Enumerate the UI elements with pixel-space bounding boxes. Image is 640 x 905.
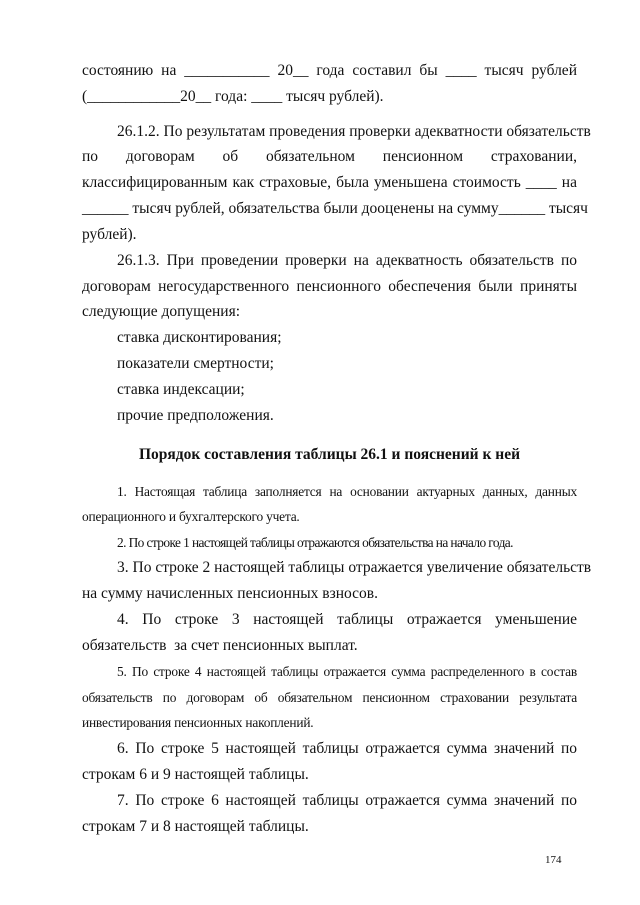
text-line: рублей). (82, 226, 137, 243)
text-line: инвестирования пенсионных накоплений. (82, 715, 314, 730)
text-line: состоянию на ___________ 20__ года составил бы ____ тысяч рублей (82, 62, 577, 79)
text-line: по договорам об обязательном пенсионном страховании, (82, 148, 577, 165)
text-line: строкам 6 и 9 настоящей таблицы. (82, 766, 309, 783)
assumption-item: ставка индексации; (117, 381, 245, 398)
text-line: следующие допущения: (82, 303, 241, 320)
instruction-1: 1. Настоящая таблица заполняется на основании актуарных данных, данных (117, 484, 577, 499)
text-line: обязательств за счет пенсионных выплат. (82, 637, 358, 654)
text-line: строкам 7 и 8 настоящей таблицы. (82, 818, 309, 835)
instruction-5: 5. По строке 4 настоящей таблицы отражается сумма распределенного в состав (117, 664, 577, 679)
instruction-6: 6. По строке 5 настоящей таблицы отражается сумма значений по (117, 740, 577, 757)
text-line: обязательств по договорам об обязательном пенсионном страховании результата (82, 690, 577, 705)
instruction-2: 2. По строке 1 настоящей таблицы отражаются обязательства на начало года. (117, 535, 513, 550)
assumption-item: показатели смертности; (117, 355, 274, 372)
text-line: (____________20__ года: ____ тысяч рублей). (82, 88, 384, 105)
text-line: классифицированным как страховые, была уменьшена стоимость ____ на (82, 174, 577, 191)
instruction-3: 3. По строке 2 настоящей таблицы отражается увеличение обязательств (117, 559, 592, 576)
text-line: на сумму начисленных пенсионных взносов. (82, 585, 378, 602)
page-number: 174 (545, 854, 562, 866)
instruction-7: 7. По строке 6 настоящей таблицы отражается сумма значений по (117, 792, 577, 809)
assumption-item: прочие предположения. (117, 407, 274, 424)
section-heading: Порядок составления таблицы 26.1 и пояснений к ней (138, 446, 521, 463)
paragraph-26-1-3: 26.1.3. При проведении проверки на адекватность обязательств по (117, 252, 577, 269)
text-line: операционного и бухгалтерского учета. (82, 509, 300, 524)
text-line: ______ тысяч рублей, обязательства были дооценены на сумму______ тысяч (82, 200, 588, 217)
paragraph-26-1-2: 26.1.2. По результатам проведения проверки адекватности обязательств (117, 123, 591, 140)
instruction-4: 4. По строке 3 настоящей таблицы отражается уменьшение (117, 611, 577, 628)
text-line: договорам негосударственного пенсионного обеспечения были приняты (82, 278, 577, 295)
assumption-item: ставка дисконтирования; (117, 329, 282, 346)
